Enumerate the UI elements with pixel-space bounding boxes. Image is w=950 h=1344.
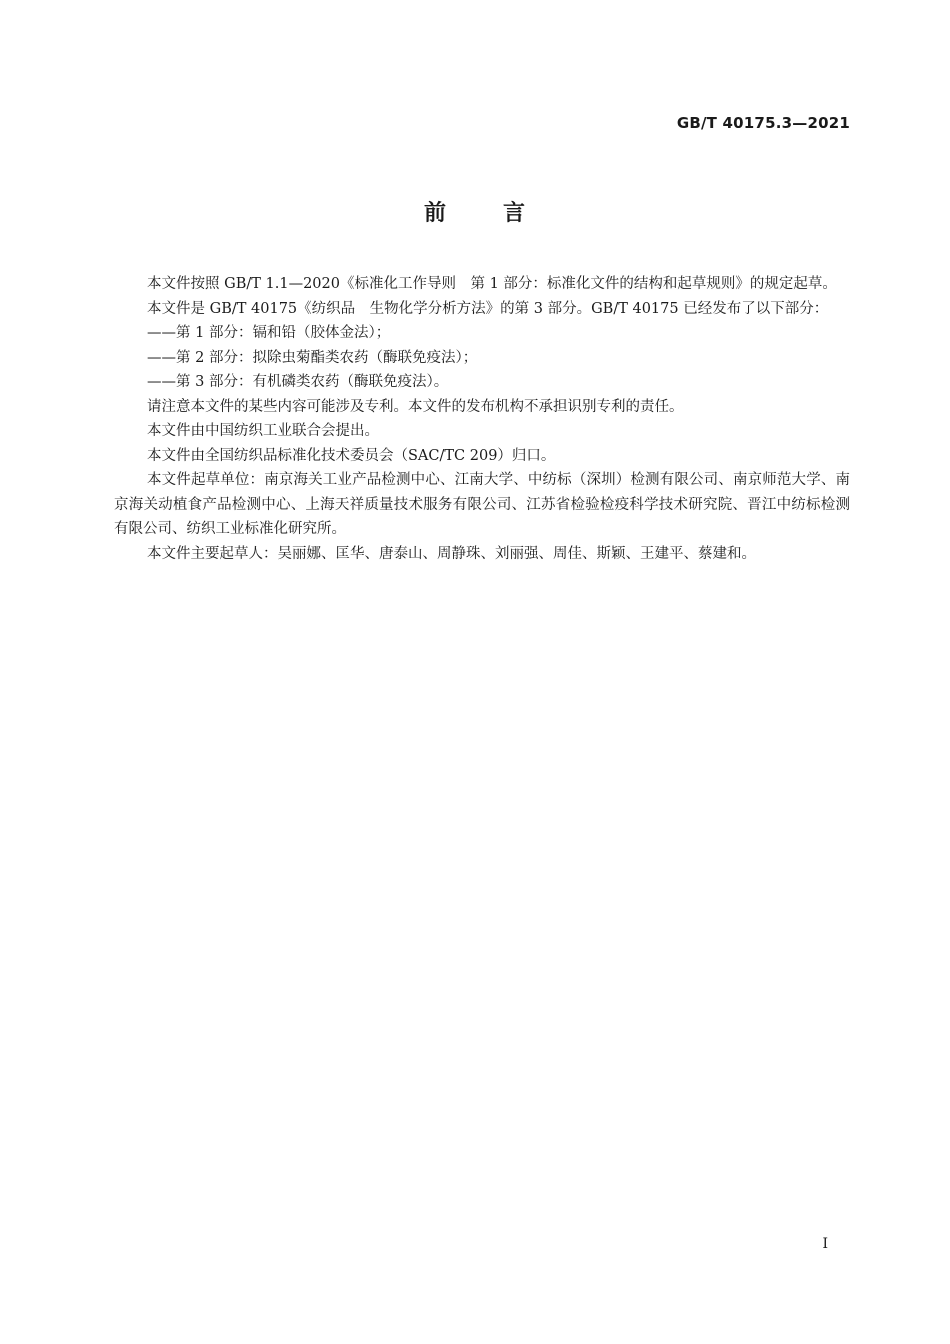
- paragraph-drafting-rules: 本文件按照 GB/T 1.1—2020《标准化工作导则 第 1 部分：标准化文件的结构和起草规则》的规定起草。: [147, 276, 837, 292]
- paragraph-committee: 本文件由全国纺织品标准化技术委员会（SAC/TC 209）归口。: [147, 447, 556, 464]
- page-number: I: [822, 1236, 828, 1252]
- paragraph-series-parts: 本文件是 GB/T 40175《纺织品 生物化学分析方法》的第 3 部分。GB/T 40175 已经发布了以下部分：: [147, 300, 829, 317]
- paragraph-drafting-units: 本文件起草单位：南京海关工业产品检测中心、江南大学、中纺标（深圳）检测有限公司、南京师范大学、南京海关动植食产品检测中心、上海天祥质量技术服务有限公司、江苏省检验检疫科学技术研究院、晋江中纺标检测有限公司、纺织工业标准化研究所。: [114, 472, 850, 537]
- paragraph-proposer: 本文件由中国纺织工业联合会提出。: [147, 423, 379, 439]
- paragraph-patent-notice: 请注意本文件的某些内容可能涉及专利。本文件的发布机构不承担识别专利的责任。: [147, 398, 684, 415]
- page-title: [0, 196, 950, 227]
- title-char-2: 言: [503, 201, 527, 226]
- list-item-part-3: ——第 3 部分：有机磷类农药（酶联免疫法）。: [147, 374, 449, 390]
- list-item-part-1: ——第 1 部分：镉和铅（胶体金法）；: [147, 325, 391, 341]
- paragraph-drafters: 本文件主要起草人：吴丽娜、匡华、唐泰山、周静珠、刘丽强、周佳、斯颖、王建平、蔡建和。: [147, 545, 756, 562]
- title-char-1: 前: [423, 201, 447, 226]
- standard-code: GB/T 40175.3—2021: [676, 114, 850, 132]
- list-item-part-2: ——第 2 部分：拟除虫菊酯类农药（酶联免疫法）；: [147, 349, 478, 366]
- foreword-body: [114, 272, 850, 566]
